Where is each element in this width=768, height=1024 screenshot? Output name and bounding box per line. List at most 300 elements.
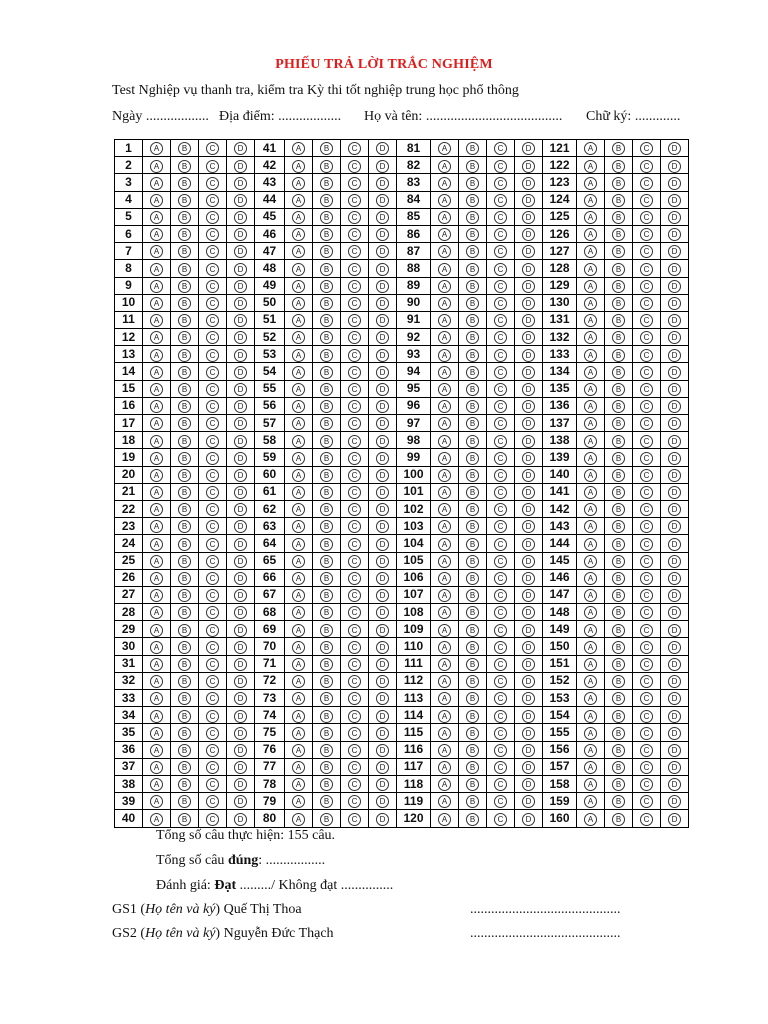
option-d-bubble[interactable]: D: [522, 366, 535, 379]
option-b-bubble[interactable]: B: [466, 228, 479, 241]
option-c-bubble[interactable]: C: [494, 624, 507, 637]
option-c-bubble[interactable]: C: [348, 400, 361, 413]
option-c-bubble[interactable]: C: [206, 469, 219, 482]
option-c-bubble[interactable]: C: [348, 761, 361, 774]
option-a-bubble[interactable]: A: [584, 142, 597, 155]
option-b-bubble[interactable]: B: [612, 589, 625, 602]
option-d-bubble[interactable]: D: [376, 538, 389, 551]
option-d-bubble[interactable]: D: [234, 624, 247, 637]
option-b-bubble[interactable]: B: [320, 520, 333, 533]
option-a-bubble[interactable]: A: [150, 349, 163, 362]
option-c-bubble[interactable]: C: [348, 160, 361, 173]
option-d-bubble[interactable]: D: [234, 417, 247, 430]
option-d-bubble[interactable]: D: [522, 452, 535, 465]
option-d-bubble[interactable]: D: [522, 349, 535, 362]
option-d-bubble[interactable]: D: [522, 692, 535, 705]
option-b-bubble[interactable]: B: [320, 486, 333, 499]
option-a-bubble[interactable]: A: [438, 469, 451, 482]
option-c-bubble[interactable]: C: [206, 280, 219, 293]
option-a-bubble[interactable]: A: [150, 366, 163, 379]
option-d-bubble[interactable]: D: [376, 675, 389, 688]
option-d-bubble[interactable]: D: [522, 658, 535, 671]
option-d-bubble[interactable]: D: [668, 245, 681, 258]
option-c-bubble[interactable]: C: [348, 280, 361, 293]
option-a-bubble[interactable]: A: [292, 245, 305, 258]
option-d-bubble[interactable]: D: [376, 314, 389, 327]
option-c-bubble[interactable]: C: [348, 435, 361, 448]
option-c-bubble[interactable]: C: [494, 349, 507, 362]
option-d-bubble[interactable]: D: [522, 177, 535, 190]
option-c-bubble[interactable]: C: [640, 280, 653, 293]
option-c-bubble[interactable]: C: [348, 658, 361, 671]
option-a-bubble[interactable]: A: [438, 589, 451, 602]
option-a-bubble[interactable]: A: [584, 245, 597, 258]
option-c-bubble[interactable]: C: [640, 710, 653, 723]
option-d-bubble[interactable]: D: [668, 366, 681, 379]
option-d-bubble[interactable]: D: [234, 469, 247, 482]
option-c-bubble[interactable]: C: [494, 142, 507, 155]
option-d-bubble[interactable]: D: [376, 641, 389, 654]
option-c-bubble[interactable]: C: [348, 211, 361, 224]
option-a-bubble[interactable]: A: [150, 692, 163, 705]
option-a-bubble[interactable]: A: [438, 452, 451, 465]
option-c-bubble[interactable]: C: [206, 795, 219, 808]
option-b-bubble[interactable]: B: [466, 263, 479, 276]
option-d-bubble[interactable]: D: [234, 297, 247, 310]
option-d-bubble[interactable]: D: [234, 142, 247, 155]
option-d-bubble[interactable]: D: [522, 314, 535, 327]
option-a-bubble[interactable]: A: [150, 538, 163, 551]
option-a-bubble[interactable]: A: [292, 400, 305, 413]
option-a-bubble[interactable]: A: [150, 589, 163, 602]
option-d-bubble[interactable]: D: [668, 314, 681, 327]
option-a-bubble[interactable]: A: [584, 658, 597, 671]
option-b-bubble[interactable]: B: [320, 658, 333, 671]
option-d-bubble[interactable]: D: [668, 761, 681, 774]
option-b-bubble[interactable]: B: [466, 469, 479, 482]
option-b-bubble[interactable]: B: [612, 658, 625, 671]
option-d-bubble[interactable]: D: [376, 486, 389, 499]
option-a-bubble[interactable]: A: [292, 314, 305, 327]
option-d-bubble[interactable]: D: [522, 555, 535, 568]
option-d-bubble[interactable]: D: [522, 160, 535, 173]
option-d-bubble[interactable]: D: [234, 366, 247, 379]
option-b-bubble[interactable]: B: [466, 245, 479, 258]
option-d-bubble[interactable]: D: [668, 813, 681, 826]
option-b-bubble[interactable]: B: [320, 314, 333, 327]
option-b-bubble[interactable]: B: [466, 520, 479, 533]
option-a-bubble[interactable]: A: [292, 417, 305, 430]
option-a-bubble[interactable]: A: [438, 400, 451, 413]
option-c-bubble[interactable]: C: [348, 331, 361, 344]
option-b-bubble[interactable]: B: [178, 280, 191, 293]
option-b-bubble[interactable]: B: [320, 692, 333, 705]
option-a-bubble[interactable]: A: [292, 366, 305, 379]
option-d-bubble[interactable]: D: [668, 778, 681, 791]
option-d-bubble[interactable]: D: [522, 589, 535, 602]
option-d-bubble[interactable]: D: [522, 503, 535, 516]
option-c-bubble[interactable]: C: [640, 624, 653, 637]
option-a-bubble[interactable]: A: [438, 486, 451, 499]
option-a-bubble[interactable]: A: [438, 624, 451, 637]
option-c-bubble[interactable]: C: [494, 503, 507, 516]
option-d-bubble[interactable]: D: [522, 744, 535, 757]
option-d-bubble[interactable]: D: [234, 761, 247, 774]
option-a-bubble[interactable]: A: [150, 435, 163, 448]
option-d-bubble[interactable]: D: [234, 486, 247, 499]
option-c-bubble[interactable]: C: [640, 606, 653, 619]
option-a-bubble[interactable]: A: [584, 263, 597, 276]
option-a-bubble[interactable]: A: [438, 606, 451, 619]
option-a-bubble[interactable]: A: [438, 331, 451, 344]
option-c-bubble[interactable]: C: [494, 744, 507, 757]
option-d-bubble[interactable]: D: [668, 194, 681, 207]
option-d-bubble[interactable]: D: [234, 400, 247, 413]
option-a-bubble[interactable]: A: [584, 486, 597, 499]
option-c-bubble[interactable]: C: [206, 538, 219, 551]
option-d-bubble[interactable]: D: [234, 435, 247, 448]
option-d-bubble[interactable]: D: [234, 280, 247, 293]
option-c-bubble[interactable]: C: [494, 331, 507, 344]
option-c-bubble[interactable]: C: [494, 675, 507, 688]
option-d-bubble[interactable]: D: [522, 606, 535, 619]
option-d-bubble[interactable]: D: [522, 228, 535, 241]
option-b-bubble[interactable]: B: [178, 349, 191, 362]
option-d-bubble[interactable]: D: [522, 400, 535, 413]
option-a-bubble[interactable]: A: [150, 641, 163, 654]
option-b-bubble[interactable]: B: [178, 263, 191, 276]
option-d-bubble[interactable]: D: [376, 469, 389, 482]
option-b-bubble[interactable]: B: [320, 744, 333, 757]
option-a-bubble[interactable]: A: [292, 795, 305, 808]
option-b-bubble[interactable]: B: [178, 297, 191, 310]
option-b-bubble[interactable]: B: [320, 435, 333, 448]
option-a-bubble[interactable]: A: [150, 744, 163, 757]
option-d-bubble[interactable]: D: [668, 435, 681, 448]
option-a-bubble[interactable]: A: [438, 194, 451, 207]
option-a-bubble[interactable]: A: [584, 572, 597, 585]
option-d-bubble[interactable]: D: [234, 331, 247, 344]
option-c-bubble[interactable]: C: [494, 314, 507, 327]
option-c-bubble[interactable]: C: [494, 263, 507, 276]
option-d-bubble[interactable]: D: [668, 160, 681, 173]
option-a-bubble[interactable]: A: [584, 778, 597, 791]
option-d-bubble[interactable]: D: [522, 795, 535, 808]
option-c-bubble[interactable]: C: [348, 778, 361, 791]
option-a-bubble[interactable]: A: [438, 658, 451, 671]
option-d-bubble[interactable]: D: [668, 280, 681, 293]
option-b-bubble[interactable]: B: [178, 520, 191, 533]
option-d-bubble[interactable]: D: [234, 555, 247, 568]
option-c-bubble[interactable]: C: [206, 331, 219, 344]
option-a-bubble[interactable]: A: [584, 675, 597, 688]
option-d-bubble[interactable]: D: [522, 383, 535, 396]
option-b-bubble[interactable]: B: [612, 486, 625, 499]
option-a-bubble[interactable]: A: [584, 435, 597, 448]
option-a-bubble[interactable]: A: [584, 727, 597, 740]
option-c-bubble[interactable]: C: [206, 813, 219, 826]
option-c-bubble[interactable]: C: [206, 658, 219, 671]
option-c-bubble[interactable]: C: [494, 761, 507, 774]
option-c-bubble[interactable]: C: [348, 624, 361, 637]
option-c-bubble[interactable]: C: [494, 538, 507, 551]
option-c-bubble[interactable]: C: [348, 795, 361, 808]
option-c-bubble[interactable]: C: [206, 761, 219, 774]
option-c-bubble[interactable]: C: [640, 813, 653, 826]
option-b-bubble[interactable]: B: [320, 211, 333, 224]
option-b-bubble[interactable]: B: [466, 813, 479, 826]
option-a-bubble[interactable]: A: [292, 331, 305, 344]
option-a-bubble[interactable]: A: [438, 710, 451, 723]
option-a-bubble[interactable]: A: [292, 692, 305, 705]
option-b-bubble[interactable]: B: [178, 795, 191, 808]
option-b-bubble[interactable]: B: [178, 589, 191, 602]
option-d-bubble[interactable]: D: [522, 297, 535, 310]
option-a-bubble[interactable]: A: [150, 160, 163, 173]
option-c-bubble[interactable]: C: [206, 520, 219, 533]
option-b-bubble[interactable]: B: [178, 160, 191, 173]
option-c-bubble[interactable]: C: [494, 228, 507, 241]
option-d-bubble[interactable]: D: [376, 400, 389, 413]
option-a-bubble[interactable]: A: [150, 331, 163, 344]
option-b-bubble[interactable]: B: [466, 194, 479, 207]
option-c-bubble[interactable]: C: [640, 761, 653, 774]
option-a-bubble[interactable]: A: [292, 160, 305, 173]
option-c-bubble[interactable]: C: [494, 177, 507, 190]
option-c-bubble[interactable]: C: [348, 692, 361, 705]
option-c-bubble[interactable]: C: [494, 795, 507, 808]
option-c-bubble[interactable]: C: [494, 280, 507, 293]
option-a-bubble[interactable]: A: [438, 761, 451, 774]
option-d-bubble[interactable]: D: [234, 228, 247, 241]
option-b-bubble[interactable]: B: [320, 280, 333, 293]
option-d-bubble[interactable]: D: [522, 572, 535, 585]
option-b-bubble[interactable]: B: [178, 469, 191, 482]
option-a-bubble[interactable]: A: [150, 795, 163, 808]
option-a-bubble[interactable]: A: [584, 710, 597, 723]
option-c-bubble[interactable]: C: [206, 263, 219, 276]
option-d-bubble[interactable]: D: [376, 383, 389, 396]
option-b-bubble[interactable]: B: [466, 400, 479, 413]
option-d-bubble[interactable]: D: [376, 142, 389, 155]
option-a-bubble[interactable]: A: [150, 503, 163, 516]
option-a-bubble[interactable]: A: [584, 177, 597, 190]
option-b-bubble[interactable]: B: [178, 538, 191, 551]
option-c-bubble[interactable]: C: [348, 727, 361, 740]
option-b-bubble[interactable]: B: [612, 383, 625, 396]
option-c-bubble[interactable]: C: [206, 211, 219, 224]
option-d-bubble[interactable]: D: [234, 658, 247, 671]
option-d-bubble[interactable]: D: [376, 194, 389, 207]
option-b-bubble[interactable]: B: [320, 331, 333, 344]
option-b-bubble[interactable]: B: [466, 744, 479, 757]
option-b-bubble[interactable]: B: [612, 435, 625, 448]
option-a-bubble[interactable]: A: [438, 177, 451, 190]
option-b-bubble[interactable]: B: [320, 417, 333, 430]
option-c-bubble[interactable]: C: [640, 194, 653, 207]
option-b-bubble[interactable]: B: [178, 314, 191, 327]
option-d-bubble[interactable]: D: [522, 641, 535, 654]
option-d-bubble[interactable]: D: [234, 194, 247, 207]
option-b-bubble[interactable]: B: [466, 349, 479, 362]
option-b-bubble[interactable]: B: [320, 245, 333, 258]
option-b-bubble[interactable]: B: [612, 503, 625, 516]
option-d-bubble[interactable]: D: [668, 263, 681, 276]
option-d-bubble[interactable]: D: [376, 778, 389, 791]
option-b-bubble[interactable]: B: [466, 331, 479, 344]
option-a-bubble[interactable]: A: [292, 194, 305, 207]
option-b-bubble[interactable]: B: [612, 160, 625, 173]
option-c-bubble[interactable]: C: [640, 589, 653, 602]
option-b-bubble[interactable]: B: [612, 538, 625, 551]
option-a-bubble[interactable]: A: [292, 572, 305, 585]
option-b-bubble[interactable]: B: [320, 538, 333, 551]
option-a-bubble[interactable]: A: [150, 778, 163, 791]
option-d-bubble[interactable]: D: [668, 486, 681, 499]
option-c-bubble[interactable]: C: [494, 727, 507, 740]
option-d-bubble[interactable]: D: [668, 795, 681, 808]
option-b-bubble[interactable]: B: [466, 795, 479, 808]
option-b-bubble[interactable]: B: [320, 727, 333, 740]
option-a-bubble[interactable]: A: [292, 727, 305, 740]
option-b-bubble[interactable]: B: [612, 744, 625, 757]
option-c-bubble[interactable]: C: [640, 692, 653, 705]
option-c-bubble[interactable]: C: [640, 452, 653, 465]
option-b-bubble[interactable]: B: [320, 366, 333, 379]
option-b-bubble[interactable]: B: [320, 503, 333, 516]
option-b-bubble[interactable]: B: [466, 761, 479, 774]
option-d-bubble[interactable]: D: [376, 589, 389, 602]
option-a-bubble[interactable]: A: [584, 280, 597, 293]
option-c-bubble[interactable]: C: [348, 503, 361, 516]
option-b-bubble[interactable]: B: [612, 778, 625, 791]
option-a-bubble[interactable]: A: [292, 641, 305, 654]
option-c-bubble[interactable]: C: [494, 813, 507, 826]
option-a-bubble[interactable]: A: [150, 383, 163, 396]
option-b-bubble[interactable]: B: [320, 297, 333, 310]
option-a-bubble[interactable]: A: [584, 331, 597, 344]
option-a-bubble[interactable]: A: [584, 761, 597, 774]
option-b-bubble[interactable]: B: [612, 795, 625, 808]
option-b-bubble[interactable]: B: [466, 435, 479, 448]
option-d-bubble[interactable]: D: [234, 778, 247, 791]
option-a-bubble[interactable]: A: [150, 658, 163, 671]
option-d-bubble[interactable]: D: [376, 349, 389, 362]
option-c-bubble[interactable]: C: [348, 641, 361, 654]
option-d-bubble[interactable]: D: [376, 710, 389, 723]
option-a-bubble[interactable]: A: [150, 555, 163, 568]
option-d-bubble[interactable]: D: [376, 692, 389, 705]
option-b-bubble[interactable]: B: [178, 572, 191, 585]
option-b-bubble[interactable]: B: [178, 142, 191, 155]
option-b-bubble[interactable]: B: [612, 813, 625, 826]
option-a-bubble[interactable]: A: [292, 452, 305, 465]
option-a-bubble[interactable]: A: [584, 606, 597, 619]
option-d-bubble[interactable]: D: [522, 761, 535, 774]
option-d-bubble[interactable]: D: [234, 349, 247, 362]
option-b-bubble[interactable]: B: [612, 641, 625, 654]
option-d-bubble[interactable]: D: [522, 142, 535, 155]
option-b-bubble[interactable]: B: [466, 710, 479, 723]
option-d-bubble[interactable]: D: [668, 503, 681, 516]
option-c-bubble[interactable]: C: [640, 572, 653, 585]
option-c-bubble[interactable]: C: [206, 744, 219, 757]
option-a-bubble[interactable]: A: [292, 813, 305, 826]
option-d-bubble[interactable]: D: [522, 280, 535, 293]
option-c-bubble[interactable]: C: [206, 486, 219, 499]
option-d-bubble[interactable]: D: [522, 263, 535, 276]
option-d-bubble[interactable]: D: [376, 263, 389, 276]
option-b-bubble[interactable]: B: [178, 228, 191, 241]
option-d-bubble[interactable]: D: [376, 245, 389, 258]
option-b-bubble[interactable]: B: [466, 314, 479, 327]
option-a-bubble[interactable]: A: [150, 245, 163, 258]
option-b-bubble[interactable]: B: [178, 177, 191, 190]
option-a-bubble[interactable]: A: [584, 366, 597, 379]
option-a-bubble[interactable]: A: [438, 538, 451, 551]
option-d-bubble[interactable]: D: [668, 331, 681, 344]
option-d-bubble[interactable]: D: [234, 813, 247, 826]
option-d-bubble[interactable]: D: [522, 675, 535, 688]
option-a-bubble[interactable]: A: [584, 813, 597, 826]
option-a-bubble[interactable]: A: [438, 417, 451, 430]
option-c-bubble[interactable]: C: [640, 160, 653, 173]
option-a-bubble[interactable]: A: [292, 538, 305, 551]
option-a-bubble[interactable]: A: [150, 280, 163, 293]
option-a-bubble[interactable]: A: [292, 142, 305, 155]
option-c-bubble[interactable]: C: [206, 417, 219, 430]
option-d-bubble[interactable]: D: [668, 400, 681, 413]
option-c-bubble[interactable]: C: [640, 245, 653, 258]
option-b-bubble[interactable]: B: [466, 606, 479, 619]
option-a-bubble[interactable]: A: [438, 211, 451, 224]
option-a-bubble[interactable]: A: [150, 486, 163, 499]
option-c-bubble[interactable]: C: [494, 572, 507, 585]
option-d-bubble[interactable]: D: [376, 228, 389, 241]
option-d-bubble[interactable]: D: [668, 383, 681, 396]
option-b-bubble[interactable]: B: [178, 710, 191, 723]
option-d-bubble[interactable]: D: [522, 211, 535, 224]
option-a-bubble[interactable]: A: [292, 589, 305, 602]
option-d-bubble[interactable]: D: [376, 366, 389, 379]
option-b-bubble[interactable]: B: [320, 555, 333, 568]
option-c-bubble[interactable]: C: [640, 675, 653, 688]
option-b-bubble[interactable]: B: [178, 778, 191, 791]
option-b-bubble[interactable]: B: [466, 452, 479, 465]
option-b-bubble[interactable]: B: [612, 692, 625, 705]
option-c-bubble[interactable]: C: [494, 452, 507, 465]
option-c-bubble[interactable]: C: [348, 452, 361, 465]
option-c-bubble[interactable]: C: [348, 520, 361, 533]
option-b-bubble[interactable]: B: [466, 280, 479, 293]
option-a-bubble[interactable]: A: [292, 761, 305, 774]
option-d-bubble[interactable]: D: [522, 245, 535, 258]
option-a-bubble[interactable]: A: [150, 710, 163, 723]
option-c-bubble[interactable]: C: [640, 383, 653, 396]
option-b-bubble[interactable]: B: [612, 142, 625, 155]
option-b-bubble[interactable]: B: [178, 555, 191, 568]
option-b-bubble[interactable]: B: [466, 624, 479, 637]
option-b-bubble[interactable]: B: [178, 658, 191, 671]
option-c-bubble[interactable]: C: [640, 538, 653, 551]
option-a-bubble[interactable]: A: [584, 211, 597, 224]
option-c-bubble[interactable]: C: [640, 417, 653, 430]
option-a-bubble[interactable]: A: [438, 572, 451, 585]
option-a-bubble[interactable]: A: [150, 727, 163, 740]
option-a-bubble[interactable]: A: [584, 228, 597, 241]
option-d-bubble[interactable]: D: [668, 692, 681, 705]
option-b-bubble[interactable]: B: [466, 641, 479, 654]
